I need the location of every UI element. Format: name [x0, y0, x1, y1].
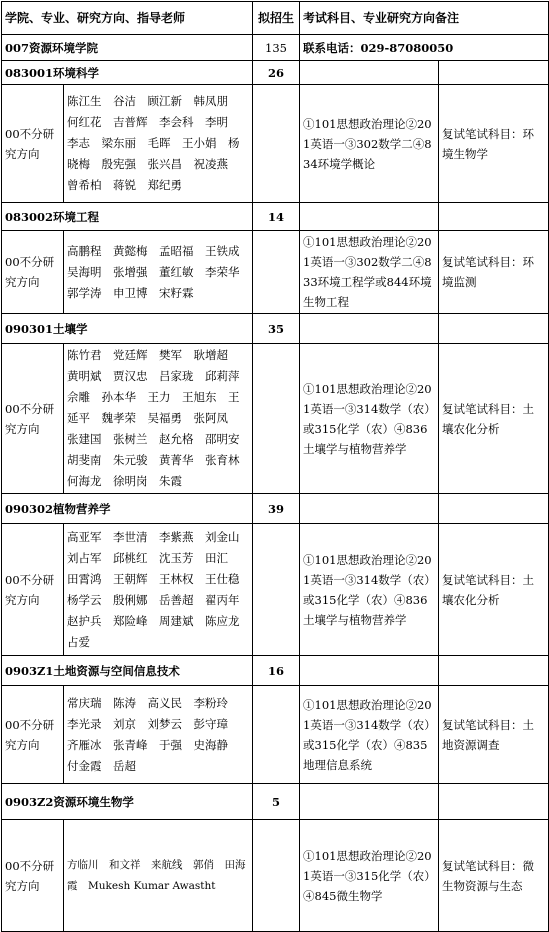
research-direction: 00不分研究方向	[2, 231, 64, 314]
major-quota: 14	[253, 203, 300, 231]
exam-subjects: ①101思想政治理论②201英语一③314数学（农）或315化学（农）④836土壤学与植物营养学	[300, 524, 439, 656]
major-code-name: 090302植物营养学	[2, 494, 253, 524]
header-row	[2, 2, 549, 35]
college-row	[2, 35, 549, 61]
major-row	[2, 203, 549, 231]
blank-cell	[300, 494, 439, 524]
blank-cell	[253, 231, 300, 314]
blank-cell	[253, 686, 300, 784]
header-exam-subjects: 考试科目、专业研究方向备注	[300, 2, 549, 35]
exam-subjects: ①101思想政治理论②201英语一③302数学二④833环境工程学或844环境生物工程	[300, 231, 439, 314]
major-code-name: 083002环境工程	[2, 203, 253, 231]
major-code-name: 0903Z1土地资源与空间信息技术	[2, 656, 253, 686]
header-college-major: 学院、专业、研究方向、指导老师	[2, 2, 253, 35]
research-direction: 00不分研究方向	[2, 524, 64, 656]
research-direction: 00不分研究方向	[2, 820, 64, 932]
retest-subjects: 复试笔试科目：土壤农化分析	[439, 524, 549, 656]
header-quota: 拟招生	[253, 2, 300, 35]
retest-subjects: 复试笔试科目：环境生物学	[439, 85, 549, 203]
major-quota: 16	[253, 656, 300, 686]
direction-row	[2, 85, 549, 203]
tutor-list: 常庆瑞 陈涛 高义民 李粉玲 李光录 刘京 刘梦云 彭守璋 齐雁冰 张青峰 于强 史海静 付金霞 岳超	[64, 686, 253, 784]
exam-subjects: ①101思想政治理论②201英语一③302数学二④834环境学概论	[300, 85, 439, 203]
direction-row	[2, 231, 549, 314]
blank-cell	[300, 784, 439, 820]
major-row	[2, 61, 549, 85]
retest-subjects: 复试笔试科目：土壤农化分析	[439, 344, 549, 494]
blank-cell	[439, 61, 549, 85]
research-direction: 00不分研究方向	[2, 344, 64, 494]
major-row	[2, 494, 549, 524]
college-quota: 135	[253, 35, 300, 61]
retest-subjects: 复试笔试科目：环境监测	[439, 231, 549, 314]
tutor-list: 方临川 和文祥 来航线 郭俏 田海霞 Mukesh Kumar Awastht	[64, 820, 253, 932]
admissions-table	[1, 1, 549, 932]
blank-cell	[300, 656, 439, 686]
blank-cell	[439, 203, 549, 231]
major-code-name: 0903Z2资源环境生物学	[2, 784, 253, 820]
blank-cell	[439, 656, 549, 686]
blank-cell	[300, 203, 439, 231]
blank-cell	[439, 784, 549, 820]
tutor-list: 高亚军 李世清 李紫燕 刘金山 刘占军 邱桃红 沈玉芳 田汇 田霄鸿 王朝辉 王林权 王仕稳 杨学云 殷俐娜 岳善超 翟丙年 赵护兵 郑险峰 周建斌 陈应龙 占爱	[64, 524, 253, 656]
major-row	[2, 656, 549, 686]
blank-cell	[439, 314, 549, 344]
major-code-name: 090301土壤学	[2, 314, 253, 344]
major-row	[2, 784, 549, 820]
major-code-name: 083001环境科学	[2, 61, 253, 85]
research-direction: 00不分研究方向	[2, 85, 64, 203]
blank-cell	[253, 524, 300, 656]
college-contact: 联系电话：029-87080050	[300, 35, 549, 61]
blank-cell	[253, 344, 300, 494]
blank-cell	[300, 314, 439, 344]
blank-cell	[439, 494, 549, 524]
major-quota: 26	[253, 61, 300, 85]
major-quota: 5	[253, 784, 300, 820]
exam-subjects: ①101思想政治理论②201英语一③314数学（农）或315化学（农）④835地理信息系统	[300, 686, 439, 784]
exam-subjects: ①101思想政治理论②201英语一③315化学（农）④845微生物学	[300, 820, 439, 932]
direction-row	[2, 686, 549, 784]
direction-row	[2, 820, 549, 932]
major-quota: 35	[253, 314, 300, 344]
blank-cell	[253, 820, 300, 932]
direction-row	[2, 344, 549, 494]
research-direction: 00不分研究方向	[2, 686, 64, 784]
direction-row	[2, 524, 549, 656]
major-quota: 39	[253, 494, 300, 524]
tutor-list: 陈竹君 党廷辉 樊军 耿增超 黄明斌 贾汉忠 吕家珑 邱莉萍 佘雕 孙本华 王力 王旭东 王延平 魏孝荣 吴福勇 张阿凤 张建国 张树兰 赵允格 邵明安 胡斐南 朱元骏 黄菁华 张育林 何海龙 徐明岗 朱霞	[64, 344, 253, 494]
college-name: 007资源环境学院	[2, 35, 253, 61]
blank-cell	[300, 61, 439, 85]
blank-cell	[253, 85, 300, 203]
retest-subjects: 复试笔试科目：微生物资源与生态	[439, 820, 549, 932]
tutor-list: 陈江生 谷洁 顾江新 韩凤朋 何红花 吉普辉 李会科 李明 李志 梁东丽 毛晖 王小娟 杨晓梅 殷宪强 张兴昌 祝凌燕 曾希柏 蒋锐 郑纪勇	[64, 85, 253, 203]
major-row	[2, 314, 549, 344]
exam-subjects: ①101思想政治理论②201英语一③314数学（农）或315化学（农）④836土壤学与植物营养学	[300, 344, 439, 494]
tutor-list: 高鹏程 黄懿梅 孟昭福 王铁成 吴海明 张增强 董红敏 李荣华 郭学涛 申卫博 宋籽霖	[64, 231, 253, 314]
retest-subjects: 复试笔试科目：土地资源调查	[439, 686, 549, 784]
